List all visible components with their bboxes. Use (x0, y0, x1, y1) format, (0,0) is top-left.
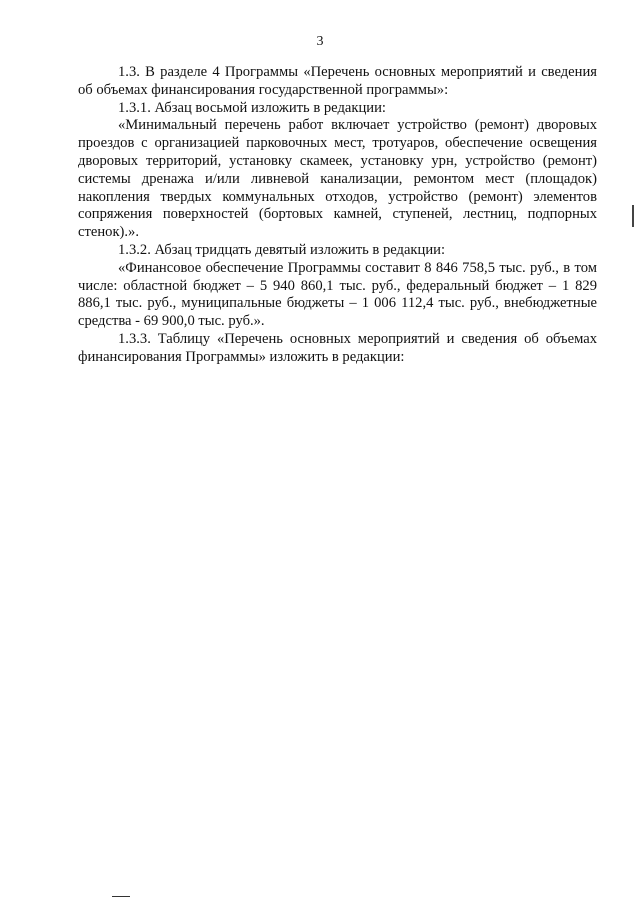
paragraph-1-3-1-quote: «Минимальный перечень работ включает устройство (ремонт) дворовых проездов с организацией парковочных мест, тротуаров, обеспечение освещения дворовых территорий, установку скамеек, установку урн, устройство (ремонт) системы дренажа и/или ливневой канализации, ремонтом мест (площадок) накопления твердых коммунальных отходов, устройство (ремонт) элементов сопряжения поверхностей (бортовых камней, ступеней, лестниц, подпорных стенок).». (78, 117, 597, 241)
paragraph-1-3-1: 1.3.1. Абзац восьмой изложить в редакции: (118, 99, 386, 116)
scan-edge-mark (632, 205, 634, 227)
paragraph-1-3-2: 1.3.2. Абзац тридцать девятый изложить в редакции: (118, 241, 446, 258)
page-number: 3 (316, 34, 324, 49)
paragraph-1-3: 1.3. В разделе 4 Программы «Перечень основных мероприятий и сведения об объемах финансирования государственной программы»: (78, 64, 597, 98)
document-body (78, 64, 597, 367)
footer-mark (112, 896, 130, 897)
paragraph-1-3-3: 1.3.3. Таблицу «Перечень основных мероприятий и сведения об объемах финансирования Программы» изложить в редакции: (78, 330, 597, 365)
paragraph-1-3-2-quote: «Финансовое обеспечение Программы составит 8 846 758,5 тыс. руб., в том числе: областной бюджет – 5 940 860,1 тыс. руб., федеральный бюджет – 1 829 886,1 тыс. руб., муниципальные бюджеты – 1 006 112,4 тыс. руб., внебюджетные средства - 69 900,0 тыс. руб.». (78, 259, 597, 330)
